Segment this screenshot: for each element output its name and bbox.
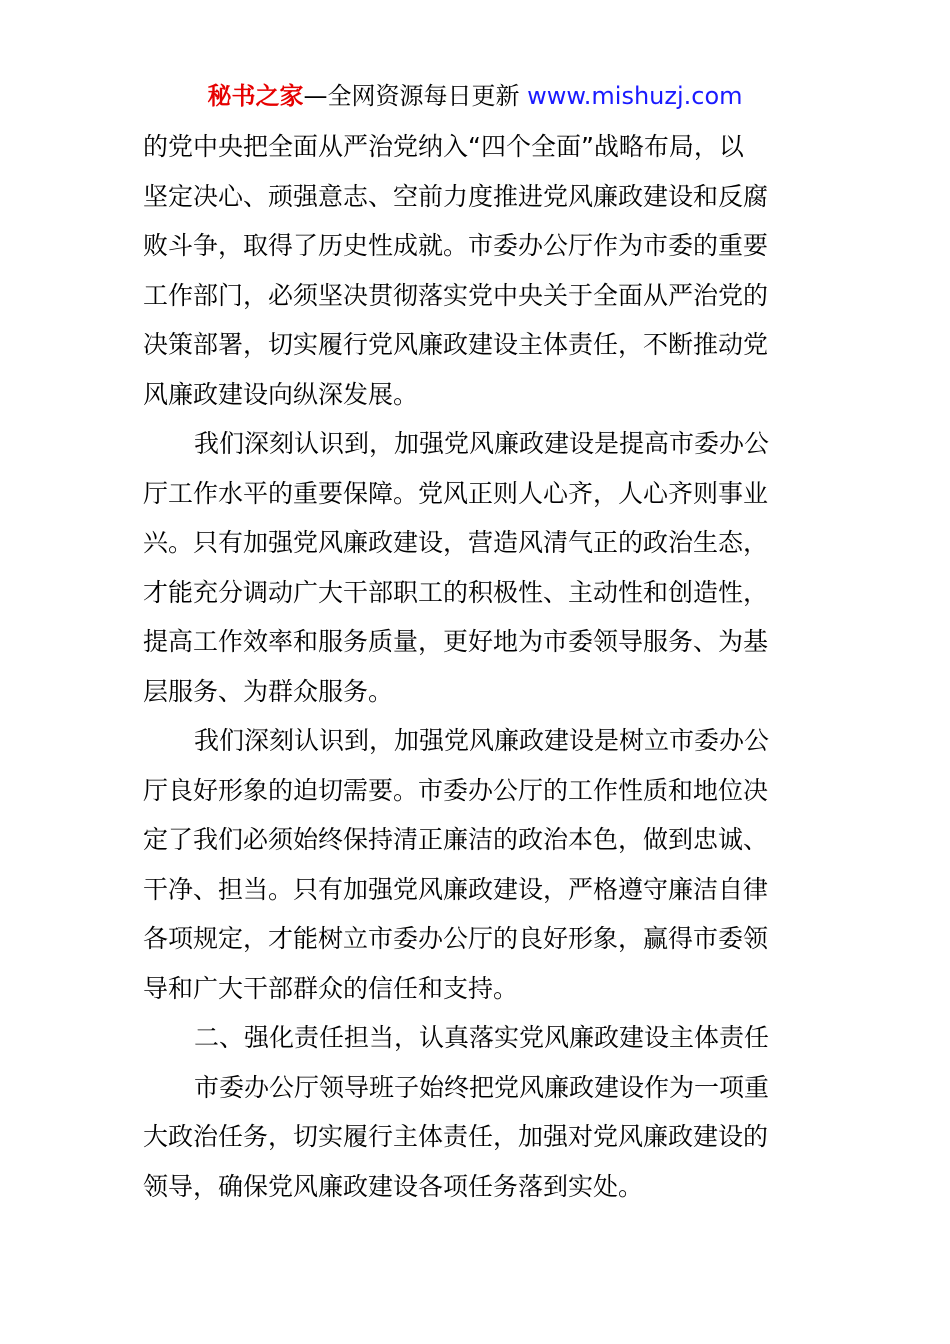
text-line: 市委办公厅领导班子始终把党风廉政建设作为一项重 [194,1072,770,1102]
text-line: 才能充分调动广大干部职工的积极性、主动性和创造性， [143,577,769,607]
text-line: 我们深刻认识到，加强党风廉政建设是树立市委办公 [194,726,770,755]
text-line: 兴。只有加强党风廉政建设，营造风清气正的政治生态， [143,528,769,557]
text-line: 风廉政建设向纵深发展。 [143,379,419,409]
text-line: 决策部署，切实履行党风廉政建设主体责任，不断推动党 [143,330,769,359]
text-line: 定了我们必须始终保持清正廉洁的政治本色，做到忠诚、 [143,825,769,854]
site-brand: 秘书之家 [207,82,304,110]
text-line: 厅工作水平的重要保障。党风正则人心齐，人心齐则事业 [143,478,769,508]
site-header [0,80,950,112]
site-url-link[interactable]: www.mishuzj.com [527,82,743,110]
site-slogan: —全网资源每日更新 [303,82,520,110]
text-line: 坚定决心、顽强意志、空前力度推进党风廉政建设和反腐 [143,181,769,211]
text-line: 的党中央把全面从严治党纳入“四个全面”战略布局，以 [143,132,744,161]
text-line: 层服务、为群众服务。 [143,676,394,706]
text-line: 我们深刻认识到，加强党风廉政建设是提高市委办公 [194,429,770,458]
article-body [143,122,811,1211]
text-line: 干净、担当。只有加强党风廉政建设，严格遵守廉洁自律 [143,874,769,904]
text-line: 败斗争，取得了历史性成就。市委办公厅作为市委的重要 [143,231,769,260]
text-line: 提高工作效率和服务质量，更好地为市委领导服务、为基 [143,627,769,656]
text-line: 厅良好形象的迫切需要。市委办公厅的工作性质和地位决 [143,775,769,805]
text-line: 领导，确保党风廉政建设各项任务落到实处。 [143,1171,644,1201]
text-line: 工作部门，必须坚决贯彻落实党中央关于全面从严治党的 [143,280,769,310]
text-line: 大政治任务，切实履行主体责任，加强对党风廉政建设的 [143,1122,769,1151]
section-heading: 二、强化责任担当，认真落实党风廉政建设主体责任 [194,1023,770,1052]
text-line: 各项规定，才能树立市委办公厅的良好形象，赢得市委领 [143,924,769,953]
text-line: 导和广大干部群众的信任和支持。 [143,973,519,1003]
